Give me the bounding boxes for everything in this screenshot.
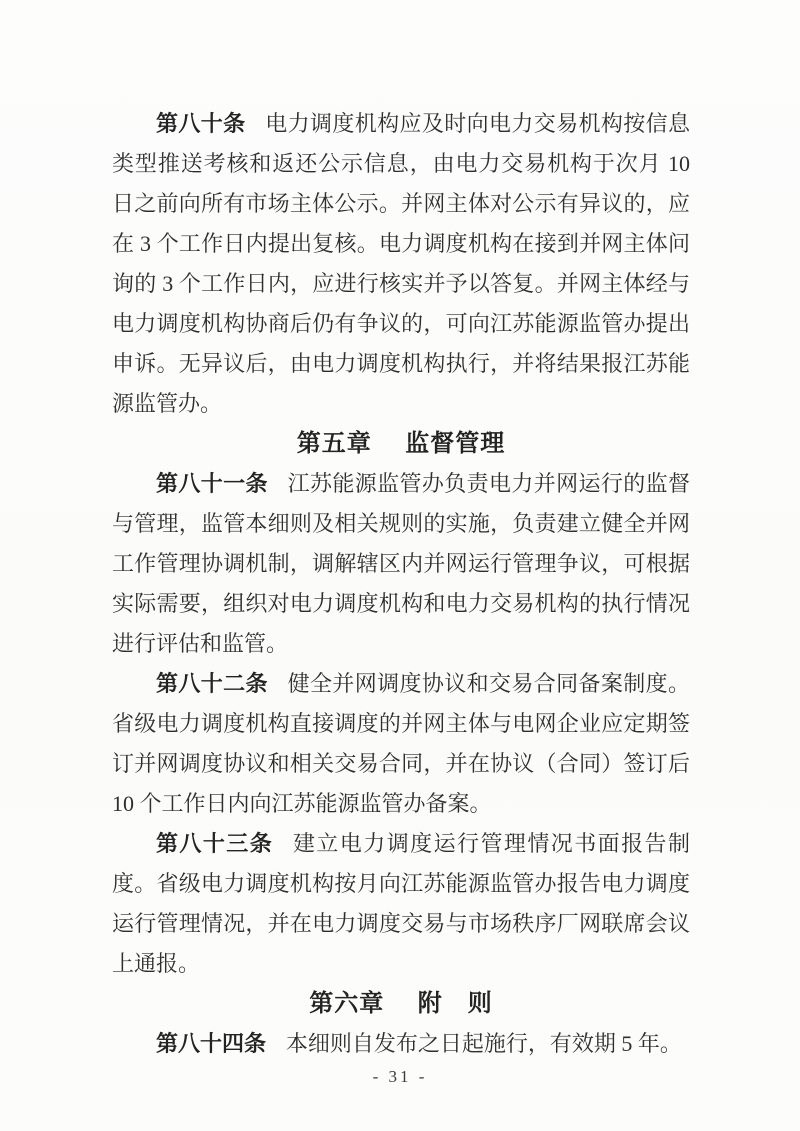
article-84-label: 第八十四条 — [156, 1031, 267, 1056]
chapter-6-title: 附 则 — [417, 991, 493, 1017]
chapter-5-label: 第五章 — [296, 431, 372, 457]
article-80-text: 电力调度机构应及时向电力交易机构按信息类型推送考核和返还公示信息，由电力交易机构于次月 10 日之前向所有市场主体公示。并网主体对公示有异议的，应在 3 个工作日内提出复核。电力调度机构在接到并网主体问询的 3 个工作日内，应进行核实并予以答复。并网主体经与电力调度机构协商后仍有争议的，可向江苏能源监管办提出申诉。无异议后，由电力调度机构执行，并将结果报江苏能源监管办。 — [112, 111, 690, 416]
article-84-text: 本细则自发布之日起施行，有效期 5 年。 — [285, 1031, 682, 1056]
article-82-paragraph — [112, 664, 690, 824]
article-83-paragraph — [112, 824, 690, 984]
article-82-text: 健全并网调度协议和交易合同备案制度。省级电力调度机构直接调度的并网主体与电网企业应定期签订并网调度协议和相关交易合同，并在协议（合同）签订后 10 个工作日内向江苏能源监管办备案。 — [112, 671, 690, 816]
article-80-paragraph — [112, 104, 690, 424]
page-footer — [0, 1067, 800, 1087]
article-80-label: 第八十条 — [156, 111, 246, 136]
chapter-6-heading — [112, 984, 690, 1024]
article-84-paragraph — [112, 1024, 690, 1064]
chapter-6-label: 第六章 — [309, 991, 385, 1017]
article-83-text: 建立电力调度运行管理情况书面报告制度。省级电力调度机构按月向江苏能源监管办报告电力调度运行管理情况，并在电力调度交易与市场秩序厂网联席会议上通报。 — [112, 831, 690, 976]
article-81-text: 江苏能源监管办负责电力并网运行的监督与管理，监管本细则及相关规则的实施，负责建立健全并网工作管理协调机制，调解辖区内并网运行管理争议，可根据实际需要，组织对电力调度机构和电力交易机构的执行情况进行评估和监管。 — [112, 471, 690, 656]
article-81-paragraph — [112, 464, 690, 664]
chapter-5-heading — [112, 424, 690, 464]
article-83-label: 第八十三条 — [156, 831, 274, 856]
chapter-5-title: 监督管理 — [405, 431, 506, 457]
article-82-label: 第八十二条 — [156, 671, 268, 696]
page-content — [112, 104, 690, 1064]
page-number: - 31 - — [372, 1067, 428, 1086]
article-81-label: 第八十一条 — [156, 471, 268, 496]
